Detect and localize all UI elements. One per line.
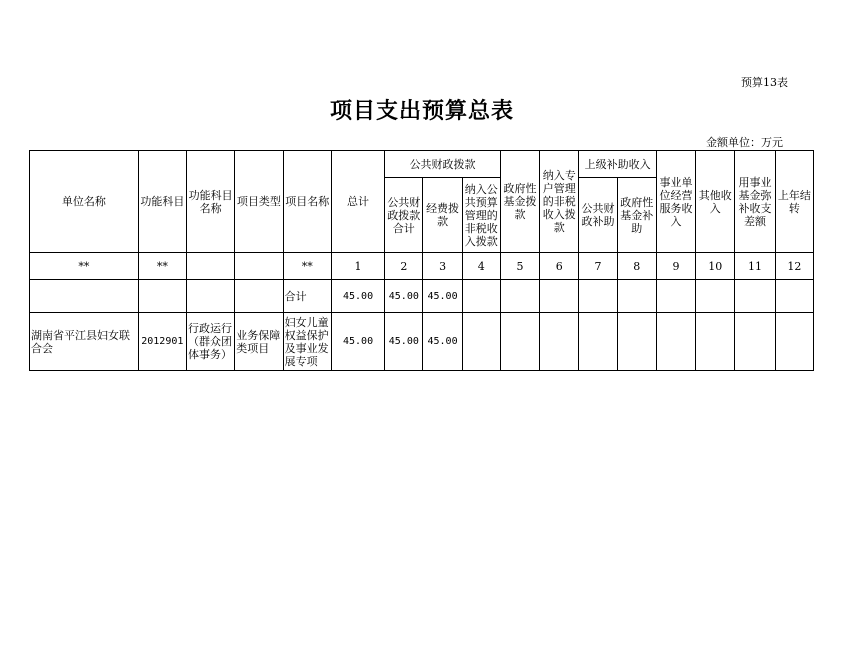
header-carryover: 上年结转 <box>775 151 813 253</box>
cell-business-service <box>656 313 695 371</box>
header-other-income: 其他收入 <box>696 151 735 253</box>
cell-carryover <box>775 313 813 371</box>
cell-funding: 45.00 <box>423 313 462 371</box>
index-cell: 6 <box>540 253 579 280</box>
header-public-fiscal-total: 公共财政拨款合计 <box>385 178 423 253</box>
index-cell: ** <box>138 253 186 280</box>
total-cell <box>696 280 735 313</box>
index-cell: 10 <box>696 253 735 280</box>
header-fund-deficit: 用事业基金弥补收支差额 <box>735 151 775 253</box>
index-cell <box>186 253 234 280</box>
header-public-fiscal: 公共财政拨款 <box>385 151 501 178</box>
index-cell: ** <box>30 253 139 280</box>
total-cell: 45.00 <box>385 280 423 313</box>
total-cell <box>775 280 813 313</box>
header-public-fiscal-subsidy: 公共财政补助 <box>579 178 617 253</box>
index-cell: ** <box>283 253 331 280</box>
header-non-tax-in-budget: 纳入公共预算管理的非税收入拨款 <box>462 178 500 253</box>
index-cell: 7 <box>579 253 617 280</box>
page-title: 项目支出预算总表 <box>329 98 514 124</box>
total-cell <box>138 280 186 313</box>
cell-public-fiscal-subsidy <box>579 313 617 371</box>
cell-project-name: 妇女儿童权益保护及事业发展专项 <box>283 313 331 371</box>
cell-non-tax-in-budget <box>462 313 500 371</box>
header-funding: 经费拨款 <box>423 178 462 253</box>
cell-func-subject: 2012901 <box>138 313 186 371</box>
total-cell: 45.00 <box>331 280 384 313</box>
cell-fund-deficit <box>735 313 775 371</box>
index-cell: 8 <box>617 253 656 280</box>
cell-unit-name: 湖南省平江县妇女联合会 <box>30 313 139 371</box>
total-cell <box>735 280 775 313</box>
total-cell <box>235 280 283 313</box>
cell-gov-fund-subsidy <box>617 313 656 371</box>
index-cell: 4 <box>462 253 500 280</box>
total-cell <box>30 280 139 313</box>
header-project-name: 项目名称 <box>283 151 331 253</box>
total-label: 合计 <box>283 280 331 313</box>
index-cell: 2 <box>385 253 423 280</box>
index-cell: 9 <box>656 253 695 280</box>
total-cell <box>540 280 579 313</box>
index-cell: 11 <box>735 253 775 280</box>
total-cell: 45.00 <box>423 280 462 313</box>
index-cell: 3 <box>423 253 462 280</box>
total-cell <box>656 280 695 313</box>
header-project-type: 项目类型 <box>235 151 283 253</box>
unit-label: 金额单位：万元 <box>706 136 783 149</box>
header-gov-fund-subsidy: 政府性基金补助 <box>617 178 656 253</box>
header-gov-fund: 政府性基金拨款 <box>500 151 539 253</box>
cell-other-income <box>696 313 735 371</box>
total-cell <box>579 280 617 313</box>
header-business-service: 事业单位经营服务收入 <box>656 151 695 253</box>
table-row <box>30 313 814 371</box>
total-row <box>30 280 814 313</box>
header-func-subject-name: 功能科目名称 <box>186 151 234 253</box>
header-superior-subsidy: 上级补助收入 <box>579 151 656 178</box>
total-cell <box>617 280 656 313</box>
cell-non-tax-special <box>540 313 579 371</box>
index-row <box>30 253 814 280</box>
cell-gov-fund <box>500 313 539 371</box>
cell-func-subject-name: 行政运行（群众团体事务） <box>186 313 234 371</box>
header-total: 总计 <box>331 151 384 253</box>
cell-total: 45.00 <box>331 313 384 371</box>
header-non-tax-special: 纳入专户管理的非税收入拨款 <box>540 151 579 253</box>
index-cell: 12 <box>775 253 813 280</box>
header-unit-name: 单位名称 <box>30 151 139 253</box>
budget-table <box>29 150 814 371</box>
form-number: 预算13表 <box>741 76 788 89</box>
index-cell <box>235 253 283 280</box>
cell-project-type: 业务保障类项目 <box>235 313 283 371</box>
cell-public-fiscal-total: 45.00 <box>385 313 423 371</box>
index-cell: 5 <box>500 253 539 280</box>
total-cell <box>186 280 234 313</box>
index-cell: 1 <box>331 253 384 280</box>
total-cell <box>500 280 539 313</box>
header-func-subject: 功能科目 <box>138 151 186 253</box>
total-cell <box>462 280 500 313</box>
